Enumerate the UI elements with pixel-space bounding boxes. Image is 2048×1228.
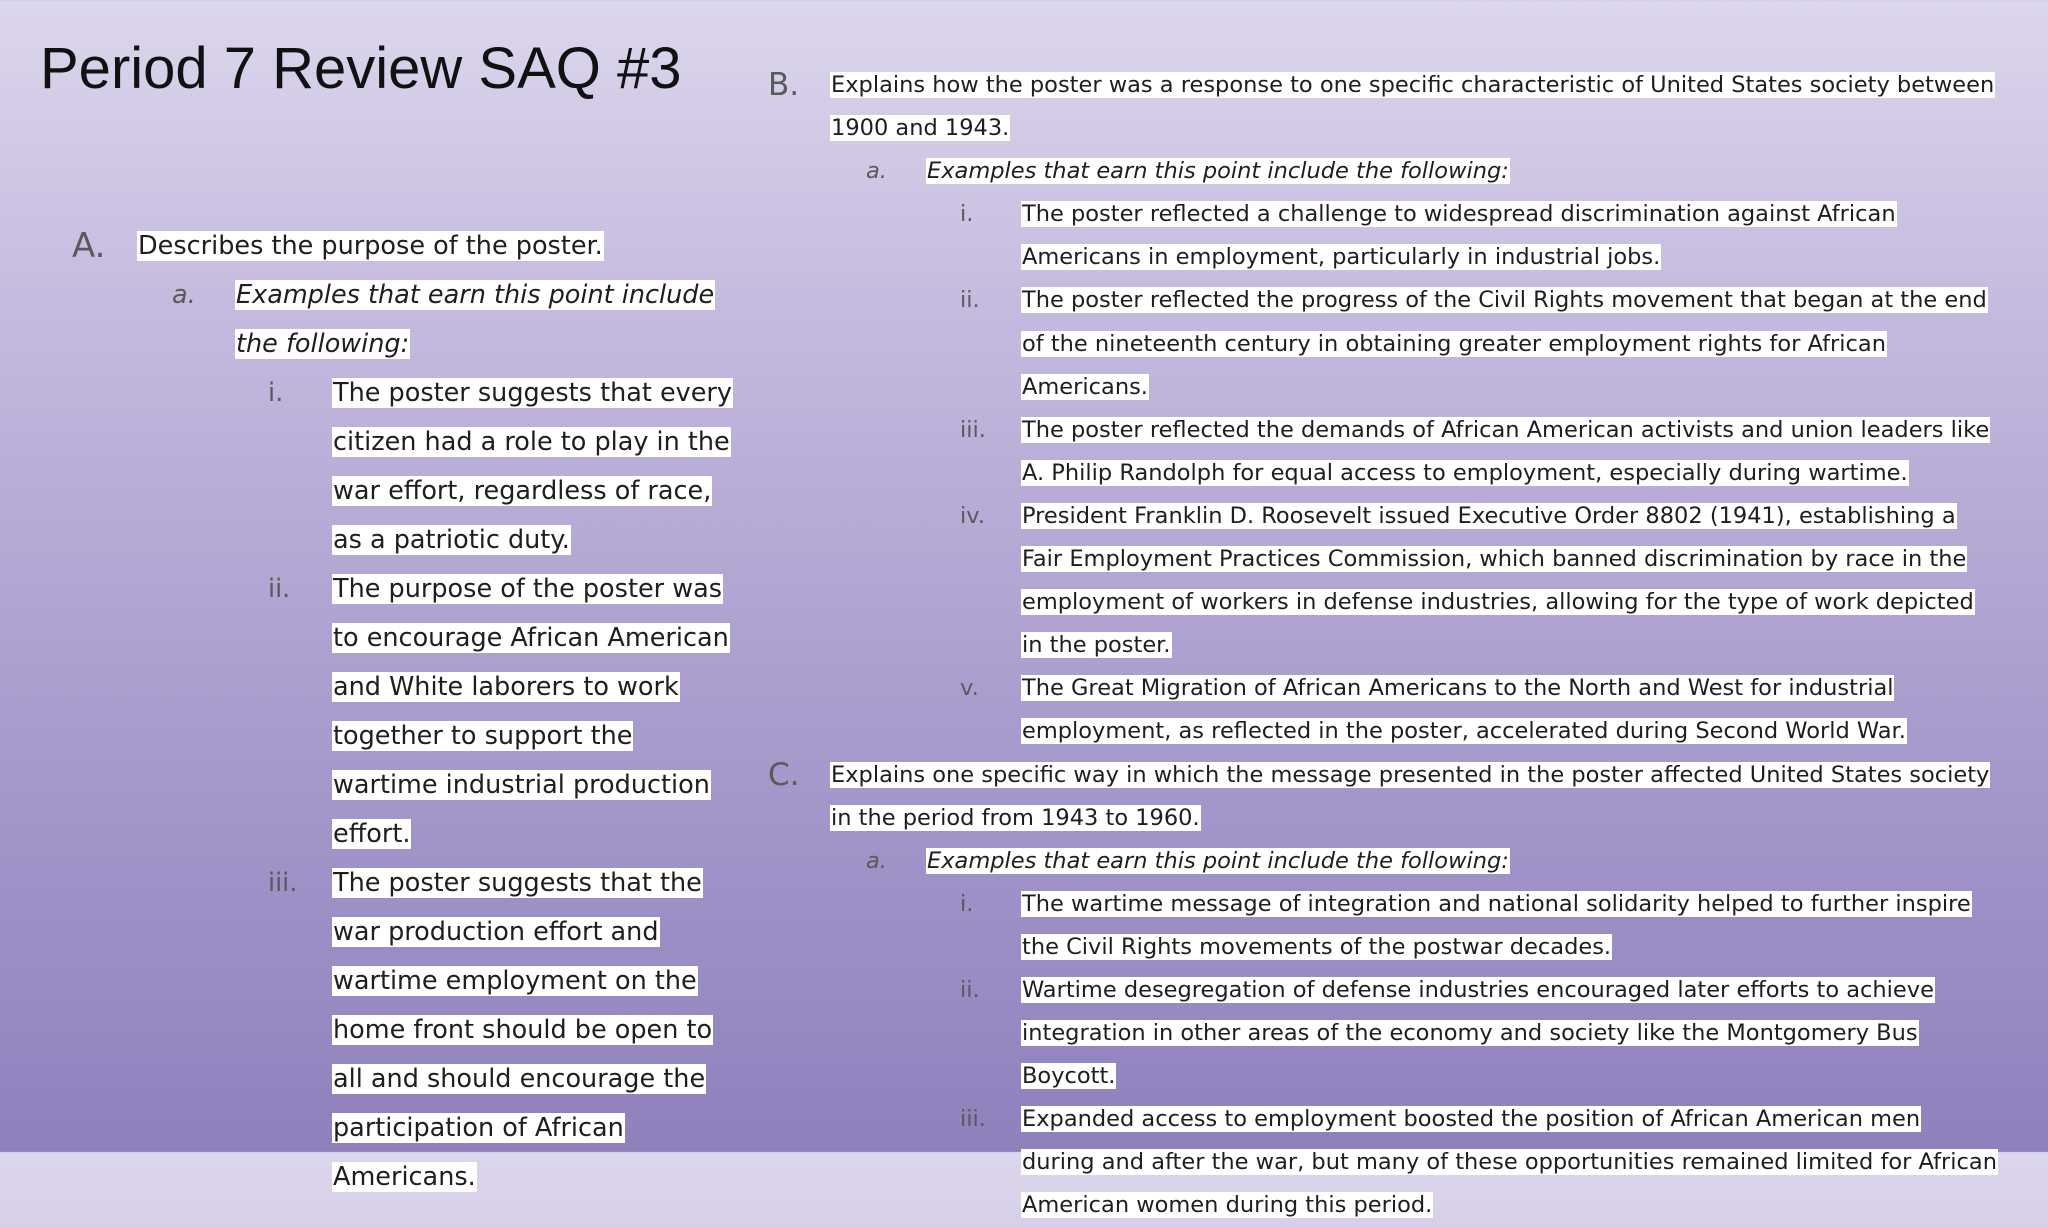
list-item-marker: v. bbox=[960, 675, 979, 702]
list-item-marker: iii. bbox=[268, 868, 298, 898]
list-item-marker: ii. bbox=[960, 976, 980, 1003]
list-item-text: The poster suggests that every citizen had a role to play in the war effort, regardless of race, as a patriotic duty. bbox=[333, 378, 732, 555]
list-item bbox=[768, 279, 1998, 408]
section-a-heading bbox=[72, 222, 732, 271]
list-item-text: The poster reflected the demands of African American activists and union leaders like A. Philip Randolph for equal access to employment, especially during wartime. bbox=[1022, 416, 1990, 486]
list-item-text: Expanded access to employment boosted the position of African American men during and after the war, but many of these opportunities remained limited for African American women during this period. bbox=[1022, 1106, 1997, 1219]
list-item bbox=[768, 883, 1998, 969]
section-b-sub-text: Examples that earn this point include the following: bbox=[927, 158, 1509, 185]
section-a bbox=[72, 222, 732, 1202]
list-item-marker: ii. bbox=[268, 574, 291, 604]
section-b-heading bbox=[768, 64, 1998, 150]
list-item bbox=[768, 409, 1998, 495]
list-item bbox=[72, 369, 732, 565]
list-item-text: The purpose of the poster was to encourage African American and White laborers to work together to support the wartime industrial production effort. bbox=[333, 574, 729, 849]
section-c-sub-text: Examples that earn this point include the following: bbox=[927, 847, 1509, 874]
list-item bbox=[768, 193, 1998, 279]
section-a-sub-marker: a. bbox=[172, 280, 196, 310]
list-item-marker: iii. bbox=[960, 416, 986, 443]
section-a-marker: A. bbox=[72, 226, 106, 266]
section-b-sub bbox=[768, 150, 1998, 193]
list-item-marker: i. bbox=[268, 378, 284, 408]
list-item-text: Wartime desegregation of defense industries encouraged later efforts to achieve integration in other areas of the economy and society like the Montgomery Bus Boycott. bbox=[1022, 976, 1934, 1090]
list-item-marker: ii. bbox=[960, 287, 980, 314]
list-item-marker: iv. bbox=[960, 502, 985, 529]
section-c-heading bbox=[768, 754, 1998, 840]
list-item-text: President Franklin D. Roosevelt issued Executive Order 8802 (1941), establishing a Fair Employment Practices Commission, which banned discrimination by race in the employment of workers in defense industries, allowing for the type of work depicted in the poster. bbox=[1022, 502, 1974, 659]
slide-title: Period 7 Review SAQ #3 bbox=[40, 36, 682, 101]
sections-b-c bbox=[768, 64, 1998, 1228]
list-item-text: The poster reflected the progress of the Civil Rights movement that began at the end of the nineteenth century in obtaining greater employment rights for African Americans. bbox=[1022, 287, 1987, 400]
section-b-text: Explains how the poster was a response to one specific characteristic of United States society between 1900 and 1943. bbox=[831, 72, 1995, 142]
list-item bbox=[768, 1098, 1998, 1227]
list-item bbox=[768, 495, 1998, 667]
section-b-sub-marker: a. bbox=[866, 158, 887, 185]
section-a-sub bbox=[72, 271, 732, 369]
list-item-marker: i. bbox=[960, 201, 974, 228]
section-c-sub bbox=[768, 840, 1998, 883]
list-item bbox=[768, 969, 1998, 1098]
section-c-marker: C. bbox=[768, 756, 800, 793]
section-c-text: Explains one specific way in which the message presented in the poster affected United States society in the period from 1943 to 1960. bbox=[831, 761, 1990, 831]
section-a-sub-text: Examples that earn this point include the following: bbox=[236, 280, 715, 359]
section-b-marker: B. bbox=[768, 67, 800, 103]
list-item-marker: i. bbox=[960, 890, 974, 917]
list-item bbox=[72, 859, 732, 1202]
list-item-text: The Great Migration of African Americans to the North and West for industrial employment, as reflected in the poster, accelerated during Second World War. bbox=[1022, 675, 1906, 745]
section-a-text: Describes the purpose of the poster. bbox=[138, 231, 603, 261]
list-item bbox=[72, 565, 732, 859]
list-item-text: The wartime message of integration and national solidarity helped to further inspire the Civil Rights movements of the postwar decades. bbox=[1022, 890, 1971, 960]
list-item-text: The poster suggests that the war production effort and wartime employment on the home front should be open to all and should encourage the participation of African Americans. bbox=[333, 868, 713, 1192]
list-item-text: The poster reflected a challenge to widespread discrimination against African Americans in employment, particularly in industrial jobs. bbox=[1022, 201, 1896, 271]
section-c-sub-marker: a. bbox=[866, 847, 887, 874]
list-item-marker: iii. bbox=[960, 1106, 986, 1133]
list-item bbox=[768, 667, 1998, 753]
